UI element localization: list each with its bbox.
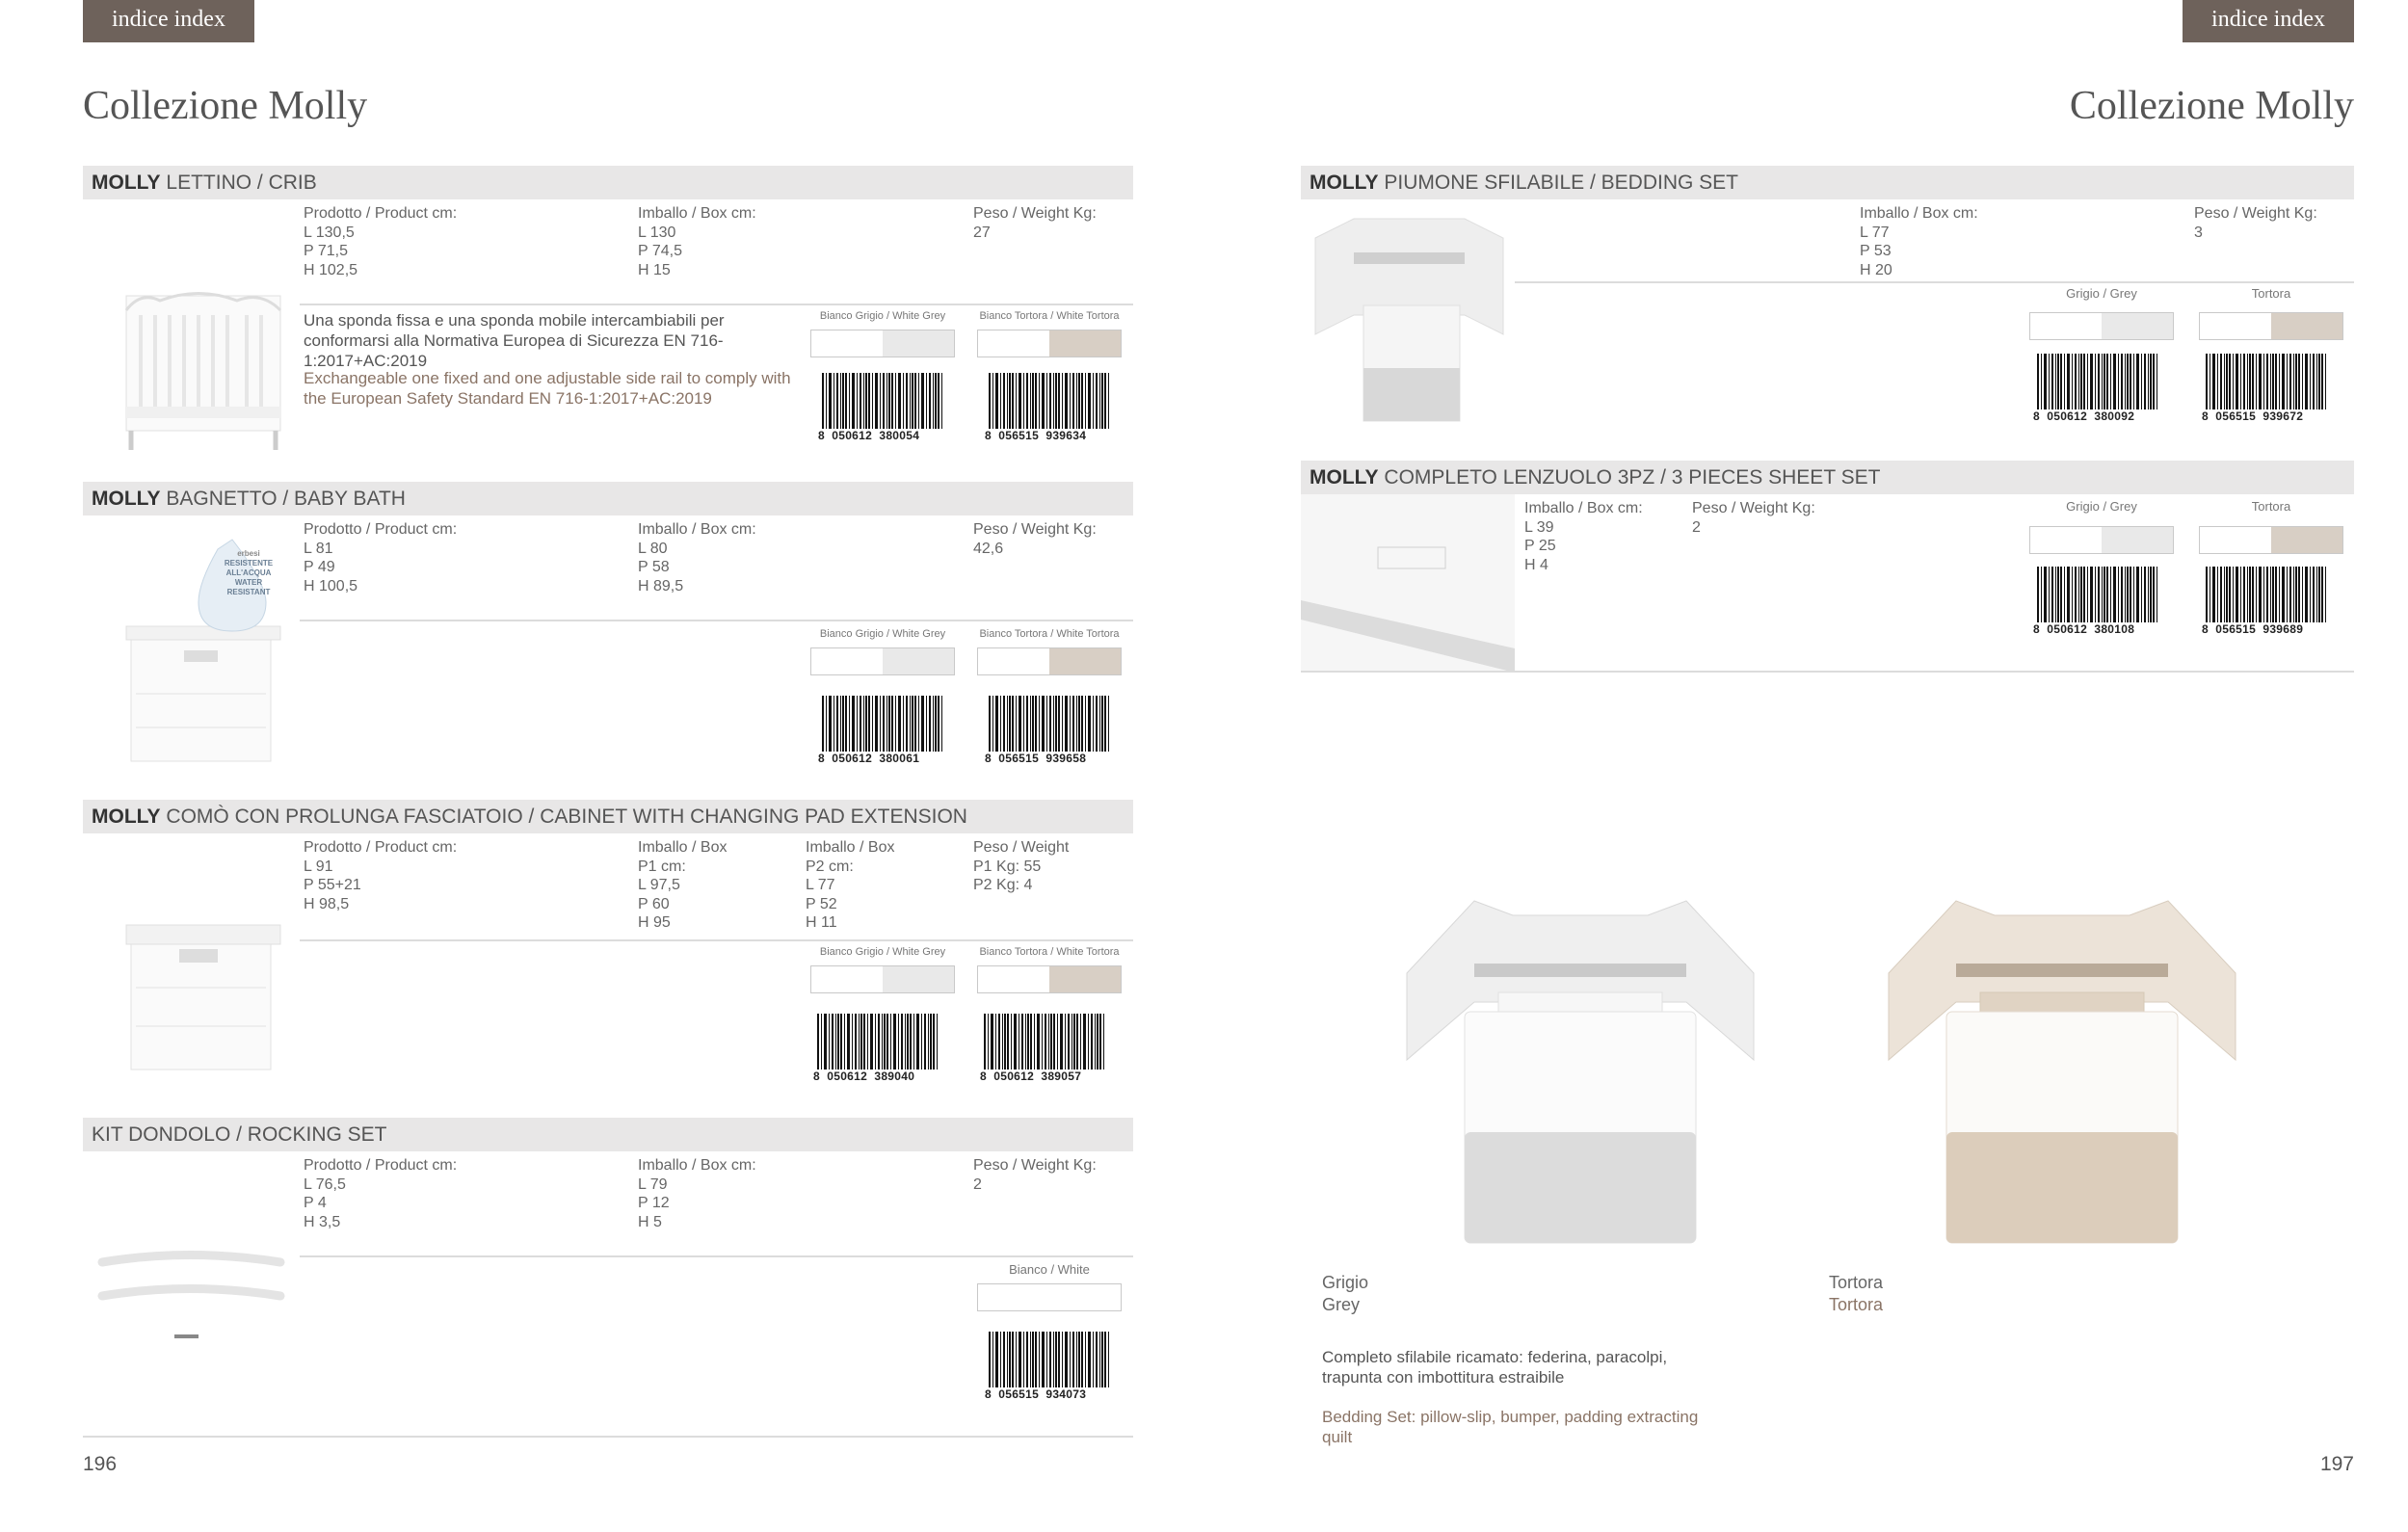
weight: Peso / Weight Kg: 2 (1692, 500, 1815, 536)
variant-label: Bianco Tortora / White Tortora (979, 628, 1120, 640)
box-dimensions: Imballo / Box cm: L 130 P 74,5 H 15 (638, 205, 756, 278)
section-header: MOLLY COMPLETO LENZUOLO 3PZ / 3 PIECES SHEET SET (1301, 461, 2354, 494)
variant-label: Bianco Tortora / White Tortora (979, 310, 1120, 322)
box-dimensions: Imballo / Box cm: L 80 P 58 H 89,5 (638, 521, 756, 594)
box-dimensions-p1: Imballo / Box P1 cm: L 97,5 P 60 H 95 (638, 839, 728, 931)
section-rocking-set (83, 1118, 1133, 1440)
variant-label: Bianco Grigio / White Grey (819, 946, 946, 958)
variant-label: Grigio / Grey (2066, 499, 2137, 514)
index-tab-right[interactable]: indice index (2183, 0, 2354, 42)
color-swatch-grey (810, 647, 955, 675)
section-baby-bath (83, 482, 1133, 790)
section-sheet-set (1301, 461, 2354, 674)
barcode: 8 056515 939658 (985, 696, 1115, 765)
variant-label: Tortora (2251, 499, 2291, 514)
page-title-right: Collezione Molly (2069, 84, 2354, 128)
color-swatch-white (977, 1283, 1122, 1311)
page-number-left: 196 (83, 1453, 118, 1475)
divider (83, 1436, 1133, 1438)
bedding-grey-image (1388, 886, 1773, 1253)
variant-label: Bianco Grigio / White Grey (819, 628, 946, 640)
caption-grey: Grigio Grey (1322, 1273, 1369, 1314)
index-tab-left[interactable]: indice index (83, 0, 254, 42)
color-swatch-tortora (977, 647, 1122, 675)
barcode: 8 050612 380054 (818, 373, 948, 442)
section-header: KIT DONDOLO / ROCKING SET (83, 1118, 1133, 1151)
color-swatch-grey (810, 330, 955, 357)
box-dimensions: Imballo / Box cm: L 77 P 53 H 20 (1860, 205, 1978, 278)
section-header: MOLLY PIUMONE SFILABILE / BEDDING SET (1301, 166, 2354, 199)
barcode: 8 050612 380061 (818, 696, 948, 765)
section-cabinet (83, 800, 1133, 1108)
divider (1515, 281, 2354, 283)
water-resistant-badge: erbesi RESISTENTE ALL'ACQUA WATER RESISTANT (224, 549, 274, 596)
variant-label: Bianco / White (1009, 1262, 1090, 1277)
barcode: 8 056515 939672 (2202, 354, 2332, 423)
weight: Peso / Weight Kg: 27 (973, 205, 1097, 241)
barcode: 8 056515 939689 (2202, 567, 2332, 636)
divider (300, 939, 1133, 941)
weight: Peso / Weight P1 Kg: 55 P2 Kg: 4 (973, 839, 1070, 893)
product-dimensions: Prodotto / Product cm: L 81 P 49 H 100,5 (304, 521, 458, 594)
description-it: Una sponda fissa e una sponda mobile intercambiabili per conformarsi alla Normativa Europea di Sicurezza EN 716-1:2017+AC:2019 (304, 311, 725, 370)
color-swatch-tortora (977, 965, 1122, 993)
product-dimensions: Prodotto / Product cm: L 91 P 55+21 H 98,5 (304, 839, 458, 912)
weight: Peso / Weight Kg: 3 (2194, 205, 2317, 241)
rocking-set-image (93, 1243, 285, 1368)
weight: Peso / Weight Kg: 2 (973, 1157, 1097, 1193)
variant-label: Bianco Grigio / White Grey (819, 310, 946, 322)
section-bedding-set (1301, 166, 2354, 455)
barcode: 8 050612 380092 (2033, 354, 2163, 423)
barcode: 8 050612 389057 (980, 1014, 1110, 1083)
crib-image (102, 272, 295, 464)
color-swatch-tortora (2199, 526, 2343, 554)
weight: Peso / Weight Kg: 42,6 (973, 521, 1097, 557)
barcode: 8 056515 939634 (985, 373, 1115, 442)
divider (1301, 671, 2354, 673)
variant-label: Bianco Tortora / White Tortora (979, 946, 1120, 958)
bedding-description-it: Completo sfilabile ricamato: federina, paracolpi, trapunta con imbottitura estraibile (1322, 1348, 1668, 1387)
section-header: MOLLY COMÒ CON PROLUNGA FASCIATOIO / CABINET WITH CHANGING PAD EXTENSION (83, 800, 1133, 833)
bedding-set-image (1306, 209, 1513, 431)
box-dimensions: Imballo / Box cm: L 39 P 25 H 4 (1524, 500, 1643, 573)
barcode: 8 056515 934073 (985, 1332, 1115, 1401)
section-crib (83, 166, 1133, 474)
variant-label: Grigio / Grey (2066, 286, 2137, 301)
color-swatch-grey (2029, 312, 2174, 340)
section-header: MOLLY BAGNETTO / BABY BATH (83, 482, 1133, 515)
bedding-tortora-image (1869, 886, 2255, 1253)
color-swatch-grey (810, 965, 955, 993)
divider (300, 1255, 1133, 1257)
cabinet-image (102, 877, 295, 1089)
color-swatch-tortora (977, 330, 1122, 357)
box-dimensions: Imballo / Box cm: L 79 P 12 H 5 (638, 1157, 756, 1230)
description-en: Exchangeable one fixed and one adjustable side rail to comply with the European Safety Standard EN 716-1:2017+AC:2019 (304, 369, 791, 408)
page-number-right: 197 (2319, 1453, 2354, 1475)
color-swatch-tortora (2199, 312, 2343, 340)
barcode: 8 050612 389040 (813, 1014, 943, 1083)
section-header: MOLLY LETTINO / CRIB (83, 166, 1133, 199)
bedding-description-en: Bedding Set: pillow-slip, bumper, padding extracting quilt (1322, 1408, 1699, 1446)
product-dimensions: Prodotto / Product cm: L 130,5 P 71,5 H 102,5 (304, 205, 458, 278)
variant-label: Tortora (2251, 286, 2291, 301)
sheet-set-image (1301, 494, 1515, 673)
caption-tortora: Tortora Tortora (1829, 1273, 1884, 1314)
barcode: 8 050612 380108 (2033, 567, 2163, 636)
divider (300, 620, 1133, 621)
divider (300, 304, 1133, 305)
product-dimensions: Prodotto / Product cm: L 76,5 P 4 H 3,5 (304, 1157, 458, 1230)
color-swatch-grey (2029, 526, 2174, 554)
box-dimensions-p2: Imballo / Box P2 cm: L 77 P 52 H 11 (806, 839, 895, 931)
page-title-left: Collezione Molly (83, 84, 368, 128)
